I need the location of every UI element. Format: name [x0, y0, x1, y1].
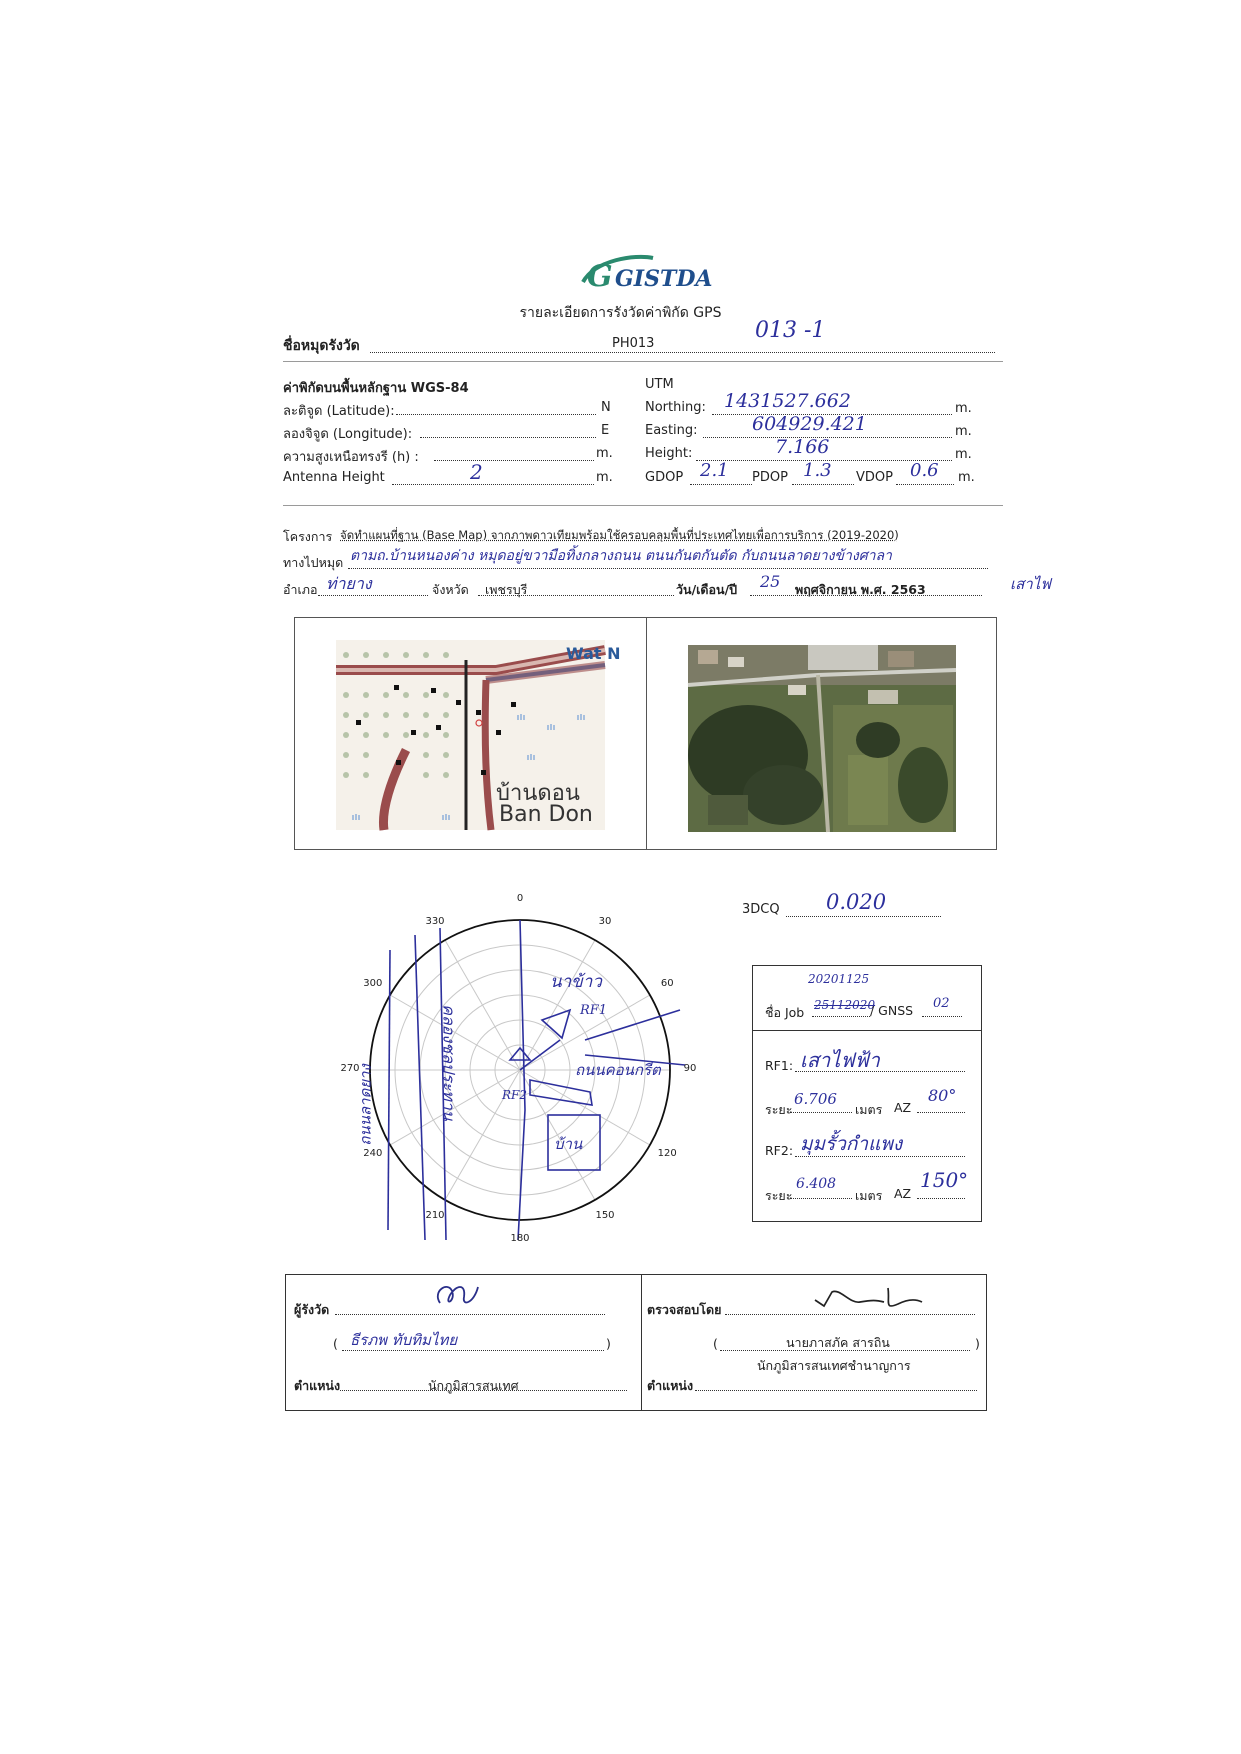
pdop-value: 1.3	[803, 460, 832, 481]
rf2-dist-label: ระยะ	[765, 1188, 793, 1203]
map-label-en: Ban Don	[499, 802, 593, 827]
rf2-az-value: 150°	[920, 1168, 969, 1192]
skyplot-degree-label: 60	[660, 978, 674, 989]
latitude-unit: N	[601, 400, 611, 415]
latitude-label: ละติจูด (Latitude):	[283, 404, 395, 419]
skyplot-degree-label: 150	[595, 1210, 615, 1222]
station-code: PH013	[612, 336, 655, 351]
dop-unit: m.	[958, 470, 975, 485]
annotation-left-canal: คลองชลประทาน	[439, 1004, 459, 1121]
antenna-unit: m.	[596, 470, 613, 485]
gdop-label: GDOP	[645, 470, 684, 485]
surveyor-signature	[430, 1277, 490, 1313]
rf1-az-value: 80°	[928, 1086, 957, 1105]
annotation-north-field: นาข้าว	[550, 972, 602, 992]
district-value: ท่ายาง	[326, 574, 372, 593]
job-struck: 25112020	[814, 998, 876, 1012]
northing-value: 1431527.662	[724, 390, 851, 412]
date-label: วัน/เดือน/ปี	[676, 582, 738, 597]
annotation-rf2: RF2	[502, 1088, 527, 1102]
surveyor-label: ผู้รังวัด	[294, 1302, 330, 1317]
surveyor-name: ธีรภพ ทับทิมไทย	[350, 1331, 458, 1349]
job-value: 20201125	[808, 972, 870, 986]
height-label: Height:	[645, 446, 693, 461]
ellipsoid-height-unit: m.	[596, 446, 613, 461]
rf2-dist-value: 6.408	[796, 1176, 837, 1192]
district-label: อำเภอ	[283, 582, 318, 597]
antenna-label: Antenna Height	[283, 470, 385, 485]
vdop-label: VDOP	[856, 470, 893, 485]
surveyor-position: นักภูมิสารสนเทศ	[428, 1378, 519, 1393]
utm-heading: UTM	[645, 377, 674, 392]
height-unit: m.	[955, 447, 972, 462]
checker-name: นายภาสภัค สารถิน	[786, 1335, 890, 1350]
rf1-value: เสาไฟฟ้า	[800, 1048, 880, 1072]
map-label-thai: บ้านดอน	[496, 781, 580, 806]
skyplot-degree-label: 0	[516, 893, 524, 904]
rf1-az-label: AZ	[894, 1100, 912, 1115]
skyplot-degree-label: 210	[425, 1210, 445, 1222]
rf2-value: มุมรั้วกำแพง	[800, 1133, 903, 1155]
rf2-label: RF2:	[765, 1143, 794, 1158]
antenna-value: 2	[470, 460, 483, 484]
checker-title: นักภูมิสารสนเทศชำนาญการ	[757, 1358, 911, 1373]
height-value: 7.166	[775, 436, 830, 458]
topographic-map	[336, 640, 621, 830]
project-text: จัดทำแผนที่ฐาน (Base Map) จากภาพดาวเทียมพร้อมใช้ครอบคลุมพื้นที่ประเทศไทยเพื่อการบริการ (2019-2020)	[340, 528, 899, 542]
province-value: เพชรบุรี	[485, 582, 528, 597]
checker-position-label: ตำแหน่ง	[647, 1378, 694, 1393]
route-label: ทางไปหมุด	[283, 555, 344, 570]
satellite-image	[688, 645, 956, 832]
skyplot-degree-label: 330	[425, 915, 445, 927]
checker-signature	[810, 1282, 930, 1316]
job-label: ชื่อ Job	[765, 1005, 805, 1020]
skyplot-degree-label: 180	[510, 1233, 530, 1244]
northing-unit: m.	[955, 401, 972, 416]
date-rest: พฤศจิกายน พ.ศ. 2563	[795, 582, 926, 597]
easting-value: 604929.421	[752, 413, 867, 435]
surveyor-position-label: ตำแหน่ง	[294, 1378, 341, 1393]
skyplot	[330, 880, 710, 1260]
gnss-label: / GNSS	[870, 1003, 914, 1018]
checker-label: ตรวจสอบโดย	[647, 1302, 722, 1317]
project-label: โครงการ	[283, 529, 333, 544]
station-label: ชื่อหมุดรังวัด	[283, 338, 360, 354]
pdop-label: PDOP	[752, 470, 788, 485]
annotation-road: ถนนคอนกรีต	[575, 1061, 661, 1079]
rf1-dist-value: 6.706	[794, 1090, 837, 1108]
route-text: ตามถ.บ้านหนองค่าง หมุดอยู่ขวามือทิ้งกลางถนน ตนนกันตกันตัด กับถนนลาดยางข้างศาลา	[350, 548, 892, 564]
longitude-label: ลองจิจูด (Longitude):	[283, 427, 413, 442]
longitude-unit: E	[601, 423, 610, 438]
annotation-left-road: ถนนลาดยาง	[356, 1064, 375, 1146]
vdop-value: 0.6	[910, 460, 939, 481]
rf2-unit: เมตร	[855, 1188, 883, 1203]
dcq-label: 3DCQ	[742, 902, 780, 917]
svg-text:G: G	[587, 259, 613, 294]
route-text-2: เสาไฟ	[1010, 575, 1051, 593]
skyplot-degree-label: 30	[598, 915, 612, 927]
rf1-unit: เมตร	[855, 1102, 883, 1117]
ellipsoid-height-label: ความสูงเหนือทรงรี (h) :	[283, 450, 419, 465]
form-title: รายละเอียดการรังวัดค่าพิกัด GPS	[519, 305, 722, 321]
skyplot-degree-label: 90	[683, 1063, 697, 1074]
gistda-logo-mark	[575, 252, 715, 298]
rf1-dist-label: ระยะ	[765, 1102, 793, 1117]
rf1-label: RF1:	[765, 1058, 794, 1073]
skyplot-degree-label: 270	[340, 1063, 360, 1074]
checker-signature-graphic	[810, 1282, 930, 1316]
wgs84-heading: ค่าพิกัดบนพื้นหลักฐาน WGS-84	[283, 381, 469, 396]
date-day: 25	[760, 572, 781, 591]
northing-label: Northing:	[645, 400, 706, 415]
skyplot-degree-label: 120	[657, 1148, 677, 1159]
satellite-image-graphic	[688, 645, 956, 832]
annotation-rf1: RF1	[580, 1003, 608, 1018]
skyplot-degree-label: 300	[363, 978, 383, 989]
annotation-house: บ้าน	[554, 1135, 583, 1153]
gdop-value: 2.1	[700, 460, 729, 481]
dcq-value: 0.020	[826, 890, 887, 914]
easting-label: Easting:	[645, 423, 698, 438]
rf2-az-label: AZ	[894, 1186, 912, 1201]
easting-unit: m.	[955, 424, 972, 439]
logo-text: GISTDA	[615, 266, 713, 292]
skyplot-degree-label: 240	[363, 1148, 383, 1159]
gnss-value: 02	[933, 996, 950, 1011]
gistda-logo	[575, 252, 715, 298]
station-handwritten: 013 -1	[755, 318, 826, 343]
surveyor-signature-graphic	[430, 1277, 490, 1313]
map-top-label: Wat N	[566, 644, 621, 663]
province-label: จังหวัด	[432, 582, 469, 597]
